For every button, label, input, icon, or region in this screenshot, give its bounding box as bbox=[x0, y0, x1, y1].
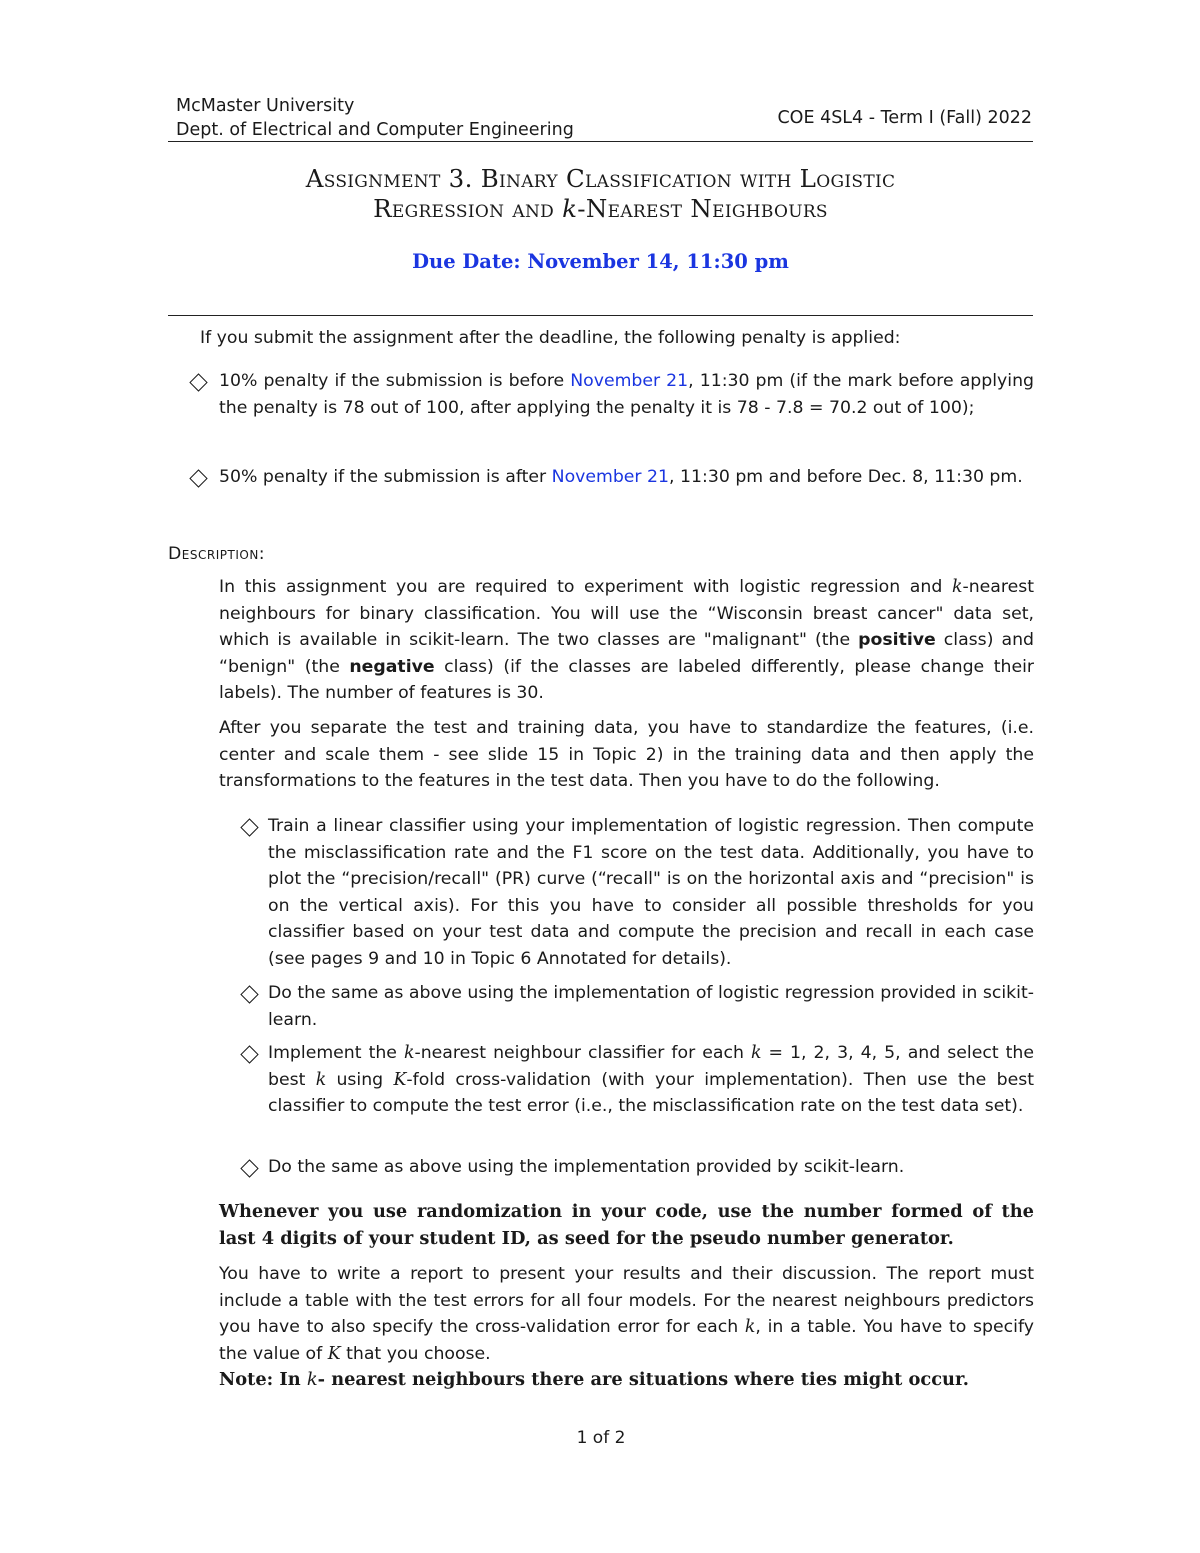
diamond-bullet-icon bbox=[189, 373, 207, 391]
seed-note: Whenever you use randomization in your code, use the number formed of the last 4 digits of your student ID, as seed for the pseudo number generator. bbox=[219, 1201, 1034, 1249]
report-paragraph: You have to write a report to present your results and their discussion. The report must include a table with the test errors for all four models. For the nearest neighbours predictors you have to also specify the cross-validation error for each k, in a table. You have to specify the value of K that you choose. bbox=[219, 1264, 1034, 1364]
diamond-bullet-icon bbox=[240, 1159, 258, 1177]
diamond-bullet-icon bbox=[189, 469, 207, 487]
november-21-link[interactable]: November 21 bbox=[570, 371, 689, 391]
description-paragraph-1: In this assignment you are required to experiment with logistic regression and k-nearest neighbours for binary classification. You will use the “Wisconsin breast cancer" data set, which is available in scikit-learn. The two classes are "malignant" (the positive class) and “benign" (the negative class) (if the classes are labeled differently, please change their labels). The number of features is 30. bbox=[219, 577, 1034, 704]
diamond-bullet-icon bbox=[240, 1045, 258, 1063]
header-rule bbox=[168, 141, 1033, 142]
task-item-1: Train a linear classifier using your implementation of logistic regression. Then compute the misclassification rate and the F1 score on the test data. Additionally, you have to plot the “precision/recall" (PR) curve (“recall" is on the horizontal axis and “precision" is on the vertical axis). For this you have to consider all possible thresholds for you classifier based on your test data and compute the precision and recall in each case (see pages 9 and 10 in Topic 6 Annotated for details). bbox=[268, 816, 1034, 969]
department-name: Dept. of Electrical and Computer Engineering bbox=[176, 120, 574, 140]
task-item-3: Implement the k-nearest neighbour classifier for each k = 1, 2, 3, 4, 5, and select the best k using K-fold cross-validation (with your implementation). Then use the best classifier to compute the test error (i.e., the misclassification rate on the test data set). bbox=[268, 1043, 1035, 1117]
header-left bbox=[176, 94, 574, 142]
course-code: COE 4SL4 - Term I (Fall) 2022 bbox=[777, 108, 1032, 128]
description-heading: Description: bbox=[168, 544, 266, 564]
diamond-bullet-icon bbox=[240, 818, 258, 836]
university-name: McMaster University bbox=[176, 96, 355, 116]
diamond-bullet-icon bbox=[240, 985, 258, 1003]
ties-note: Note: In k- nearest neighbours there are situations where ties might occur. bbox=[219, 1369, 969, 1390]
assignment-title bbox=[168, 164, 1033, 224]
task-item-2: Do the same as above using the implementation of logistic regression provided in scikit-learn. bbox=[268, 983, 1034, 1030]
description-paragraph-2: After you separate the test and training data, you have to standardize the features, (i.e. center and scale them - see slide 15 in Topic 2) in the training data and then apply the transformations to the features in the test data. Then you have to do the following. bbox=[219, 718, 1034, 792]
title-line-2: Regression and k-Nearest Neighbours bbox=[373, 194, 828, 223]
november-21-link[interactable]: November 21 bbox=[551, 467, 670, 487]
penalty-item-1: 10% penalty if the submission is before November 21, 11:30 pm (if the mark before applying the penalty is 78 out of 100, after applying the penalty it is 78 - 7.8 = 70.2 out of 100); bbox=[219, 371, 1034, 418]
page-number: 1 of 2 bbox=[576, 1428, 626, 1448]
due-date: Due Date: November 14, 11:30 pm bbox=[412, 250, 789, 273]
title-rule bbox=[168, 315, 1033, 316]
task-item-4: Do the same as above using the implementation provided by scikit-learn. bbox=[268, 1157, 905, 1177]
penalty-intro: If you submit the assignment after the deadline, the following penalty is applied: bbox=[200, 328, 901, 348]
title-line-1: Assignment 3. Binary Classification with Logistic bbox=[305, 164, 896, 193]
penalty-item-2: 50% penalty if the submission is after November 21, 11:30 pm and before Dec. 8, 11:30 pm. bbox=[219, 467, 1023, 487]
